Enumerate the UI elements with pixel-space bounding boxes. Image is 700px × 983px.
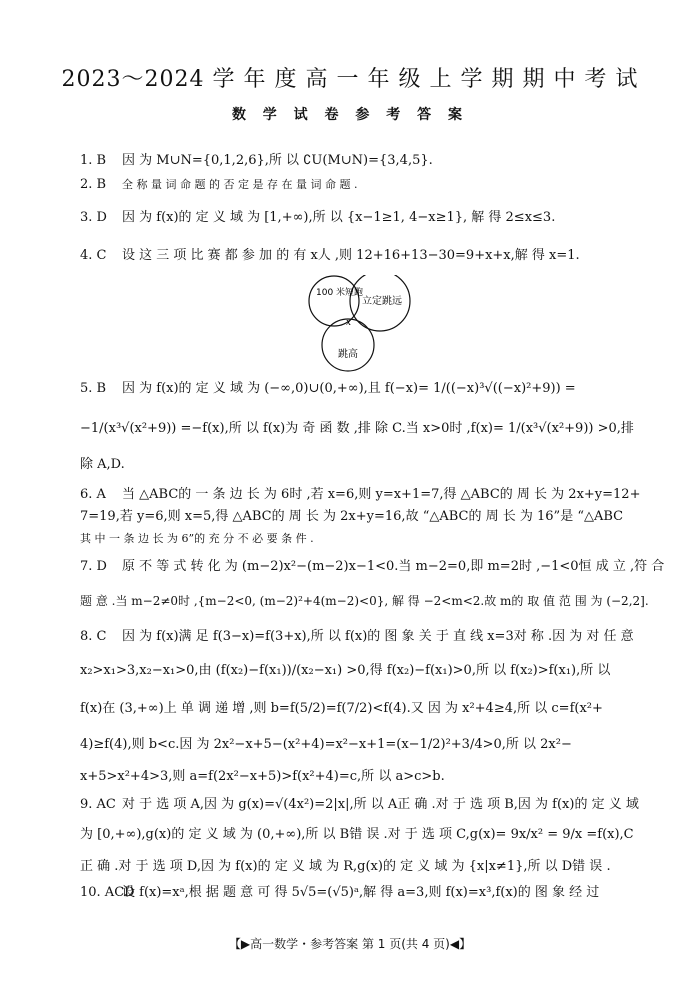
venn-label-high-jump: 跳高: [338, 349, 358, 360]
answer-3: 3. D 因 为 f(x)的 定 义 域 为 [1,+∞),所 以 {x−1≥1, 4−x≥1}, 解 得 2≤x≤3.: [80, 210, 556, 225]
answer-7-line-2: 题 意 .当 m−2≠0时 ,{m−2<0, (m−2)²+4(m−2)<0}, 解 得 −2<m<2.故 m的 取 值 范 围 为 (−2,2].: [80, 594, 649, 608]
answer-9: 9. AC 对 于 选 项 A,因 为 g(x)=√(4x²)=2|x|,所 以 A正 确 .对 于 选 项 B,因 为 f(x)的 定 义 域: [80, 797, 639, 812]
answer-6-line-3: 其 中 一 条 边 长 为 6”的 充 分 不 必 要 条 件 .: [80, 532, 314, 545]
venn-label-long-jump: 立定跳远: [362, 296, 402, 307]
answer-7: 7. D 原 不 等 式 转 化 为 (m−2)x²−(m−2)x−1<0.当 m−2=0,即 m=2时 ,−1<0恒 成 立 ,符 合: [80, 559, 665, 574]
answer-8-line-2: x₂>x₁>3,x₂−x₁>0,由 (f(x₂)−f(x₁))/(x₂−x₁) >0,得 f(x₂)−f(x₁)>0,所 以 f(x₂)>f(x₁),所 以: [80, 663, 611, 678]
answer-8-line-4: 4)≥f(4),则 b<c.因 为 2x²−x+5−(x²+4)=x²−x+1=(x−1/2)²+3/4>0,所 以 2x²−: [80, 737, 572, 752]
answer-8-line-5: x+5>x²+4>3,则 a=f(2x²−x+5)>f(x²+4)=c,所 以 a>c>b.: [80, 769, 445, 784]
page-footer: 【▶高一数学・参考答案 第 1 页(共 4 页)◀】: [228, 937, 472, 951]
document-subtitle: 数 学 试 卷 参 考 答 案: [231, 107, 469, 123]
answer-6: 6. A 当 △ABC的 一 条 边 长 为 6时 ,若 x=6,则 y=x+1=7,得 △ABC的 周 长 为 2x+y=12+: [80, 487, 641, 502]
answer-1: 1. B 因 为 M∪N={0,1,2,6},所 以 ∁U(M∪N)={3,4,5}.: [80, 153, 433, 168]
answer-5-line-3: 除 A,D.: [80, 457, 125, 472]
answer-9-line-2: 为 [0,+∞),g(x)的 定 义 域 为 (0,+∞),所 以 B错 误 .对 于 选 项 C,g(x)= 9x/x² = 9/x =f(x),C: [80, 827, 634, 842]
venn-diagram: [300, 275, 420, 375]
answer-5-line-2: −1/(x³√(x²+9)) =−f(x),所 以 f(x)为 奇 函 数 ,排 除 C.当 x>0时 ,f(x)= 1/(x³√(x²+9)) >0,排: [80, 421, 634, 436]
answer-10: 10. ACD设 f(x)=xᵃ,根 据 题 意 可 得 5√5=(√5)ᵃ,解 得 a=3,则 f(x)=x³,f(x)的 图 象 经 过: [80, 885, 600, 900]
venn-label-sprint: 100 米短跑: [316, 288, 364, 298]
answer-5: 5. B 因 为 f(x)的 定 义 域 为 (−∞,0)∪(0,+∞),且 f(−x)= 1/((−x)³√((−x)²+9)) =: [80, 381, 576, 396]
answer-4: 4. C 设 这 三 项 比 赛 都 参 加 的 有 x人 ,则 12+16+13−30=9+x+x,解 得 x=1.: [80, 248, 580, 263]
answer-8-line-3: f(x)在 (3,+∞)上 单 调 递 增 ,则 b=f(5/2)=f(7/2)<f(4).又 因 为 x²+4≥4,所 以 c=f(x²+: [80, 701, 603, 716]
venn-center-label: x: [346, 318, 352, 328]
answer-9-line-3: 正 确 .对 于 选 项 D,因 为 f(x)的 定 义 域 为 R,g(x)的 定 义 域 为 {x|x≠1},所 以 D错 误 .: [80, 859, 611, 874]
answer-6-line-2: 7=19,若 y=6,则 x=5,得 △ABC的 周 长 为 2x+y=16,故 “△ABC的 周 长 为 16”是 “△ABC: [80, 509, 624, 524]
answer-8: 8. C 因 为 f(x)满 足 f(3−x)=f(3+x),所 以 f(x)的 图 象 关 于 直 线 x=3对 称 .因 为 对 任 意: [80, 629, 634, 644]
venn-circle-sprint: [309, 276, 359, 326]
answer-2: 2. B 全 称 量 词 命 题 的 否 定 是 存 在 量 词 命 题 .: [80, 177, 358, 192]
document-title: 2023～2024 学 年 度 高 一 年 级 上 学 期 期 中 考 试: [61, 67, 639, 92]
